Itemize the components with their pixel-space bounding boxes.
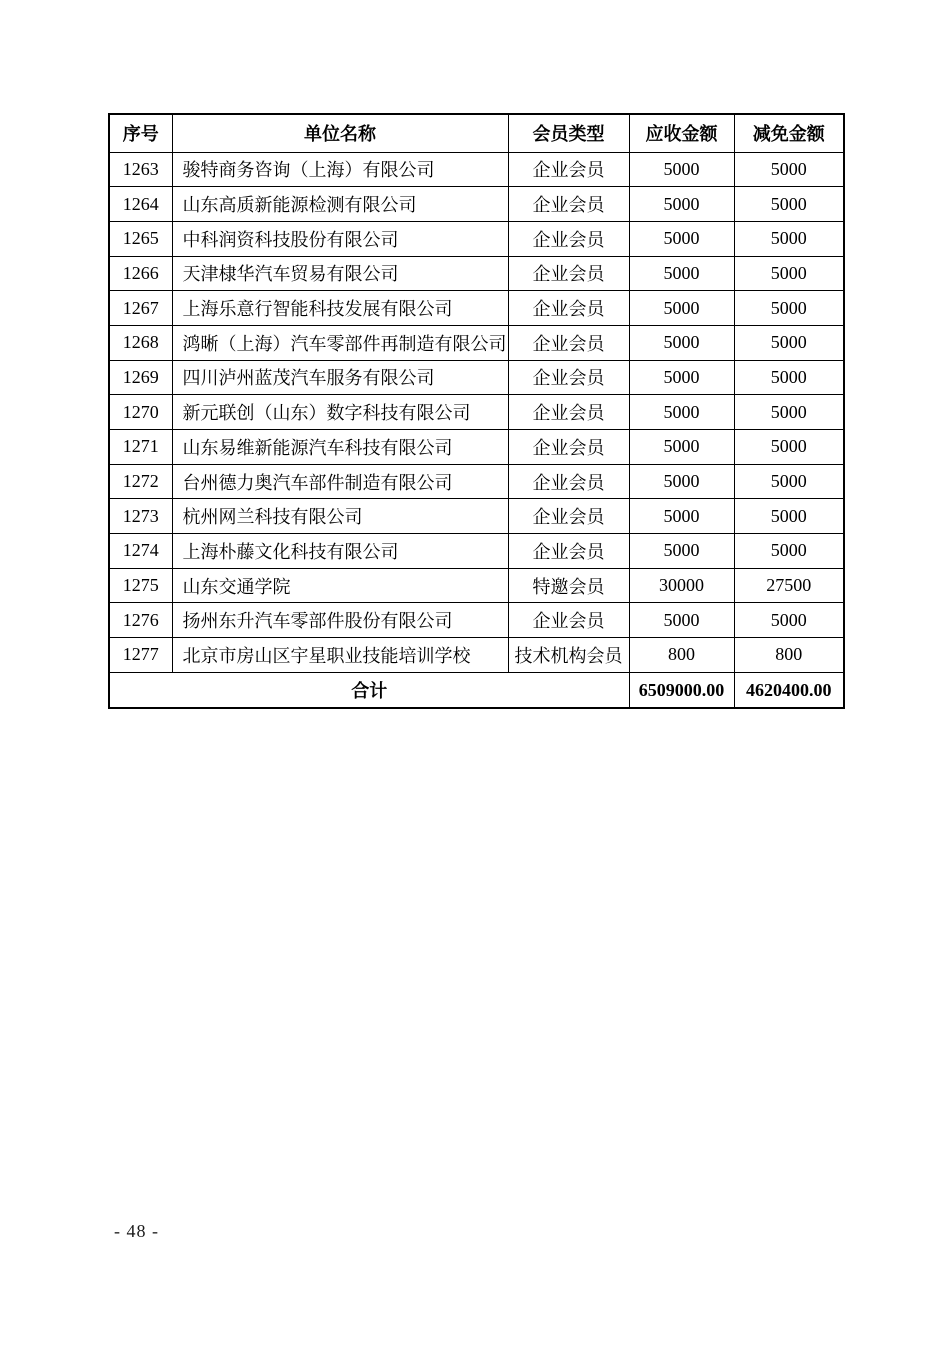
table-row xyxy=(109,464,844,499)
header-serial-number: 序号 xyxy=(109,114,172,152)
cell-no: 1268 xyxy=(109,325,172,360)
total-receivable: 6509000.00 xyxy=(629,672,734,708)
cell-receivable: 5000 xyxy=(629,534,734,569)
cell-type: 技术机构会员 xyxy=(508,638,629,673)
page-number: - 48 - xyxy=(114,1221,159,1241)
cell-no: 1271 xyxy=(109,430,172,465)
cell-receivable: 800 xyxy=(629,638,734,673)
cell-receivable: 5000 xyxy=(629,464,734,499)
table-row xyxy=(109,325,844,360)
cell-type: 企业会员 xyxy=(508,187,629,222)
cell-name: 鸿晰（上海）汽车零部件再制造有限公司 xyxy=(172,325,508,360)
table-row xyxy=(109,221,844,256)
cell-type: 企业会员 xyxy=(508,360,629,395)
cell-receivable: 5000 xyxy=(629,221,734,256)
table-row xyxy=(109,187,844,222)
table-row xyxy=(109,152,844,187)
cell-type: 企业会员 xyxy=(508,256,629,291)
header-member-type: 会员类型 xyxy=(508,114,629,152)
cell-no: 1263 xyxy=(109,152,172,187)
table-row xyxy=(109,430,844,465)
cell-no: 1269 xyxy=(109,360,172,395)
table-row xyxy=(109,638,844,673)
cell-name: 上海朴藤文化科技有限公司 xyxy=(172,534,508,569)
cell-reduction: 5000 xyxy=(734,256,844,291)
cell-type: 企业会员 xyxy=(508,291,629,326)
table-row xyxy=(109,568,844,603)
table-row xyxy=(109,360,844,395)
cell-receivable: 5000 xyxy=(629,291,734,326)
cell-no: 1272 xyxy=(109,464,172,499)
cell-reduction: 5000 xyxy=(734,360,844,395)
cell-reduction: 5000 xyxy=(734,395,844,430)
cell-reduction: 5000 xyxy=(734,499,844,534)
cell-reduction: 5000 xyxy=(734,221,844,256)
cell-reduction: 5000 xyxy=(734,325,844,360)
cell-type: 企业会员 xyxy=(508,221,629,256)
cell-name: 骏特商务咨询（上海）有限公司 xyxy=(172,152,508,187)
cell-name: 台州德力奥汽车部件制造有限公司 xyxy=(172,464,508,499)
cell-no: 1266 xyxy=(109,256,172,291)
cell-no: 1276 xyxy=(109,603,172,638)
cell-receivable: 5000 xyxy=(629,152,734,187)
cell-receivable: 30000 xyxy=(629,568,734,603)
header-unit-name: 单位名称 xyxy=(172,114,508,152)
cell-name: 四川泸州蓝茂汽车服务有限公司 xyxy=(172,360,508,395)
cell-reduction: 5000 xyxy=(734,603,844,638)
cell-receivable: 5000 xyxy=(629,603,734,638)
cell-no: 1264 xyxy=(109,187,172,222)
cell-receivable: 5000 xyxy=(629,360,734,395)
total-row xyxy=(109,672,844,708)
cell-no: 1275 xyxy=(109,568,172,603)
cell-name: 山东交通学院 xyxy=(172,568,508,603)
cell-type: 企业会员 xyxy=(508,534,629,569)
cell-no: 1265 xyxy=(109,221,172,256)
cell-type: 企业会员 xyxy=(508,152,629,187)
cell-type: 企业会员 xyxy=(508,499,629,534)
cell-type: 企业会员 xyxy=(508,603,629,638)
cell-name: 上海乐意行智能科技发展有限公司 xyxy=(172,291,508,326)
table-row xyxy=(109,534,844,569)
cell-reduction: 5000 xyxy=(734,430,844,465)
cell-reduction: 5000 xyxy=(734,464,844,499)
cell-receivable: 5000 xyxy=(629,430,734,465)
cell-name: 北京市房山区宇星职业技能培训学校 xyxy=(172,638,508,673)
cell-name: 天津棣华汽车贸易有限公司 xyxy=(172,256,508,291)
table-row xyxy=(109,499,844,534)
table-row xyxy=(109,603,844,638)
cell-receivable: 5000 xyxy=(629,499,734,534)
cell-type: 企业会员 xyxy=(508,325,629,360)
total-label: 合计 xyxy=(109,672,629,708)
table-header-row xyxy=(109,114,844,152)
cell-reduction: 800 xyxy=(734,638,844,673)
table-row xyxy=(109,291,844,326)
cell-no: 1267 xyxy=(109,291,172,326)
cell-reduction: 5000 xyxy=(734,152,844,187)
cell-type: 企业会员 xyxy=(508,395,629,430)
cell-name: 扬州东升汽车零部件股份有限公司 xyxy=(172,603,508,638)
cell-receivable: 5000 xyxy=(629,187,734,222)
cell-no: 1270 xyxy=(109,395,172,430)
cell-type: 特邀会员 xyxy=(508,568,629,603)
cell-receivable: 5000 xyxy=(629,325,734,360)
cell-no: 1273 xyxy=(109,499,172,534)
membership-fee-table xyxy=(108,113,845,709)
cell-name: 中科润资科技股份有限公司 xyxy=(172,221,508,256)
header-reduction-amount: 减免金额 xyxy=(734,114,844,152)
cell-type: 企业会员 xyxy=(508,430,629,465)
cell-no: 1277 xyxy=(109,638,172,673)
cell-reduction: 5000 xyxy=(734,187,844,222)
table-row xyxy=(109,256,844,291)
cell-name: 山东高质新能源检测有限公司 xyxy=(172,187,508,222)
cell-reduction: 27500 xyxy=(734,568,844,603)
header-receivable-amount: 应收金额 xyxy=(629,114,734,152)
cell-name: 新元联创（山东）数字科技有限公司 xyxy=(172,395,508,430)
cell-receivable: 5000 xyxy=(629,256,734,291)
cell-reduction: 5000 xyxy=(734,534,844,569)
table-row xyxy=(109,395,844,430)
cell-reduction: 5000 xyxy=(734,291,844,326)
cell-receivable: 5000 xyxy=(629,395,734,430)
cell-name: 山东易维新能源汽车科技有限公司 xyxy=(172,430,508,465)
cell-type: 企业会员 xyxy=(508,464,629,499)
cell-no: 1274 xyxy=(109,534,172,569)
total-reduction: 4620400.00 xyxy=(734,672,844,708)
cell-name: 杭州网兰科技有限公司 xyxy=(172,499,508,534)
